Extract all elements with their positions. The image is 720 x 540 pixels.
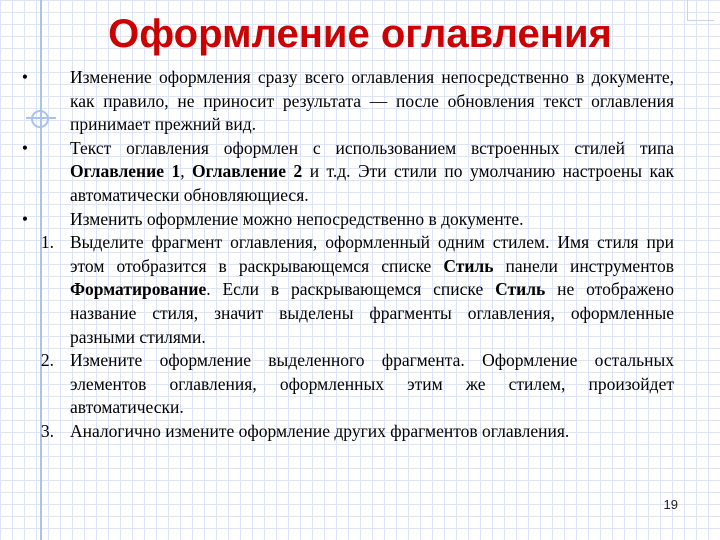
bold-term: Оглавление 1 — [70, 161, 181, 182]
item-text — [70, 350, 674, 417]
bullet-item — [14, 66, 674, 137]
text-run: панели инструментов — [493, 255, 674, 276]
bold-term: Стиль — [443, 255, 494, 276]
text-run: , — [180, 161, 193, 182]
text-run: Выделите фрагмент оглавления, оформленный одним стилем. Имя стиля при этом отобразится в раскрывающемся списке — [70, 232, 674, 276]
list-number: 1. — [40, 232, 54, 253]
text-run: Изменить оформление можно непосредственно в документе. — [70, 208, 524, 229]
numbered-item — [14, 420, 674, 444]
bullet-marker: • — [21, 137, 28, 158]
bold-term: Стиль — [495, 279, 546, 300]
slide-body — [14, 66, 674, 444]
bullet-marker: • — [21, 208, 28, 229]
item-text — [70, 209, 524, 229]
slide-title: Оформление оглавления — [108, 12, 612, 56]
list-number: 2. — [40, 350, 54, 371]
list-number: 3. — [40, 420, 54, 441]
numbered-item — [14, 349, 674, 420]
text-run: Аналогично измените оформление других фрагментов оглавления. — [70, 420, 570, 441]
item-text — [70, 232, 674, 346]
text-run: не отображено название стиля, значит выделены фрагменты оглавления, оформленные разными стилями. — [70, 279, 675, 347]
text-run: . Если в раскрывающемся списке — [206, 279, 496, 300]
bullet-marker: • — [21, 67, 28, 87]
numbered-item — [14, 231, 674, 349]
bullet-item — [14, 208, 674, 232]
item-text — [70, 138, 674, 205]
text-run: Измените оформление выделенного фрагмента. Оформление остальных элементов оглавления, оформленных этим же стилем, произойдет автоматически. — [70, 350, 674, 418]
text-run: и т.д. Эти стили по умолчанию настроены как автоматически обновляющиеся. — [70, 161, 674, 205]
bold-term: Оглавление 2 — [192, 161, 303, 182]
bold-term: Форматирование — [70, 279, 207, 300]
text-run: Изменение оформления сразу всего оглавления непосредственно в документе, как правило, не приносит результата — после обновления текст оглавления принимает прежний вид. — [70, 67, 674, 135]
bullet-item — [14, 137, 674, 208]
item-text — [70, 67, 674, 134]
text-run: Текст оглавления оформлен с использованием встроенных стилей типа — [70, 137, 674, 158]
item-text — [70, 421, 569, 441]
page-number: 19 — [663, 497, 678, 512]
